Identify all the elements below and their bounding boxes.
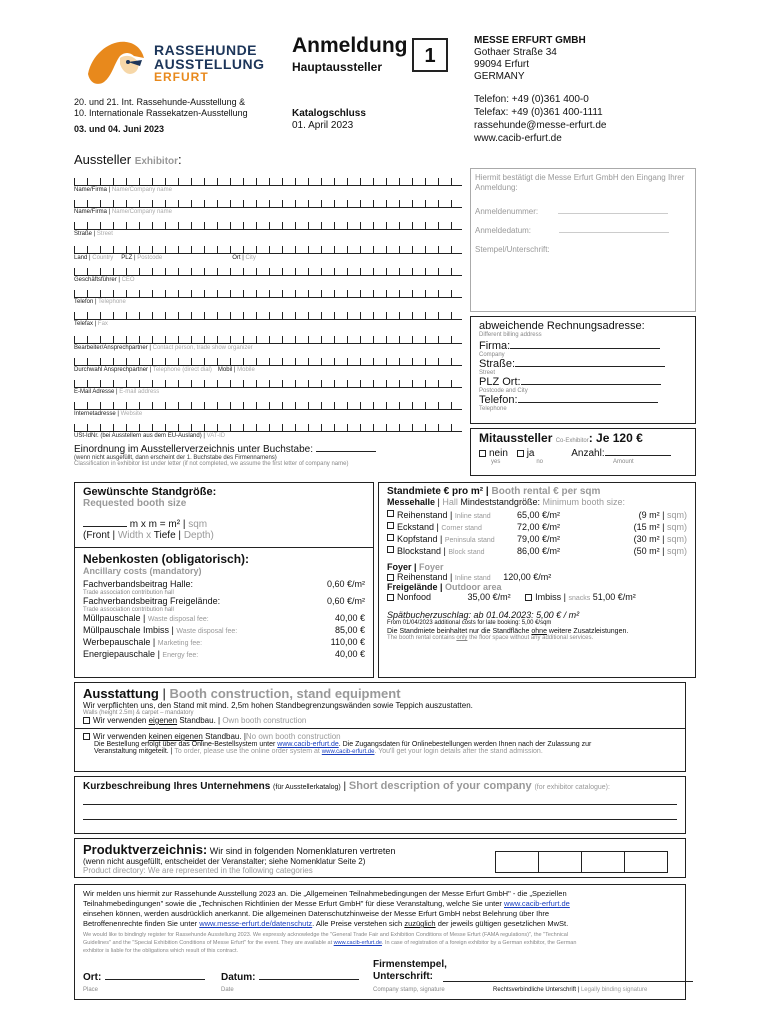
costs-list: Fachverbandsbeitrag Halle: 0,60 €/m² Trade association contribution hall Fachverbandsbeitrag Freigelände: 0,60 €/m² Trade association contribution hall Müllpauschale | Waste disposal fee: 40,00 € Müllpauschale Imbiss | Waste disposal fee: 85,00 € Werbepauschale | Marketing fee: 110,00 € Energiepauschale | Energy fee: 40,00 €	[83, 579, 365, 659]
field-input[interactable]	[74, 200, 462, 208]
field-input[interactable]	[74, 268, 462, 276]
field-input[interactable]	[74, 402, 462, 410]
org-city: 99094 Erfurt	[474, 59, 530, 70]
terms-box: Wir melden uns hiermit zur Rassehunde Ausstellung 2023 an. Die „Allgemeinen Teilnahmebedingungen der Messe Erfurt GmbH" - die „Speziellen Teilnahmebedingungen" sowie die „Technischen Richtlinien der Messe Erfurt GmbH" für diese Veranstaltung, welche Sie unter www.cacib-erfurt.de einsehen können, werden ausdrücklich anerkannt. Die allgemeinen Datenschutzhinweise der Messe Erfurt GmbH nebst Belehrung über Ihre Betroffenenrechte finden Sie unter www.messe-erfurt.de/datenschutz. Alle Preise verstehen sich zuzüglich der jeweils gültigen gesetzlichen MwSt. We would like to bindingly register for Rassehunde Ausstellung 2023. We expressly acknowledge the "General Trade Fair and Exhibition Conditions of Messe Erfurt (FAMA regulations)", the "Technical Guidelines" and the "Special Exhibition Conditions of Messe Erfurt" for the event. They are available at www.cacib-erfurt.de. In case of registration of a foreign exhibitor by a German exhibitor, the German exhibitor is liable for the obligations which result of this contract. Ort: Place Datum: Date Firmenstempel, Unterschrift: Company stamp, signature Rechtsverbindliche Unterschrift | Legally binding signature	[74, 884, 686, 1000]
rent-box: Standmiete € pro m² | Booth rental € per sqm Messehalle | Hall Mindeststandgröße: Minimum booth size: Reihenstand | Inline stand 65,00 €/m² (9 m² | sqm) Eckstand | Corner stand 72,00 €/m² (15 m² | sqm) Kopfstand | Peninsula stand 79,00 €/m² (30 m² | sqm) Blockstand | Block stand 86,00 €/m² (50 m² | sqm) Foyer | Foyer Reihenstand | Inline stand 120,00 €/m² Freigelände | Outdoor area Nonfood 35,00 €/m² Imbiss | snacks 51,00 €/m² Spätbucherzuschlag: ab 01.04.2023: 5,00 € / m² From 01/04/2023 additional costs for late booking: 5,00 €/sqm Die Standmiete beinhaltet nur die Standfläche ohne weitere Zusatzleistungen. The booth rental contains only the floor space without any additional services.	[378, 482, 696, 678]
field-label: USt-IdNr. (bei Ausstellern aus dem EU-Ausland) | VAT-ID	[74, 433, 226, 439]
short-description-box: Kurzbeschreibung Ihres Unternehmens (für Ausstellerkatalog) | Short description of your company (for exhibitor catalogue):	[74, 776, 686, 834]
field-label: Internetadresse | Website	[74, 411, 143, 417]
field-label: Durchwahl Ansprechpartner | Telephone (direct dial) Mobil | Mobile	[74, 367, 255, 373]
hall-item-checkbox[interactable]	[387, 534, 394, 541]
exhibitor-field[interactable]	[74, 424, 462, 439]
org-fax: Telefax: +49 (0)361 400-1111	[474, 107, 603, 118]
org-country: GERMANY	[474, 71, 525, 82]
category-box-4[interactable]	[624, 851, 668, 873]
equipment-box: Ausstattung | Booth construction, stand equipment Wir verpflichten uns, den Stand mit mind. 2,5m hohen Standbegrenzungswänden sowie Teppich auszustatten. Walls (height 2.5m) & carpet – mandatory Wir verwenden eigenen Standbau. | Own booth construction Wir verwenden keinen eigenen Standbau. |No own booth construction Die Bestellung erfolgt über das Online-Bestellsystem unter www.cacib-erfurt.de. Die Zugangsdaten für Onlinebestellungen werden Ihnen nach der Zulassung zur Veranstaltung mitgeteilt. | To order, please use the online order system at www.cacib-erfurt.de. You'll get your login details after the stand admission.	[74, 682, 686, 772]
cost-item: Werbepauschale | Marketing fee: 110,00 €	[83, 637, 365, 647]
cost-item: Müllpauschale Imbiss | Waste disposal fee: 85,00 €	[83, 625, 365, 635]
description-line-2[interactable]	[83, 819, 677, 820]
field-label: E-Mail Adresse | E-mail address	[74, 389, 160, 395]
field-label: Telefax | Fax	[74, 321, 108, 327]
field-label: Land | Country PLZ | Postcode Ort | City	[74, 255, 256, 261]
field-input[interactable]	[74, 312, 462, 320]
hall-item-checkbox[interactable]	[387, 522, 394, 529]
category-box-2[interactable]	[538, 851, 582, 873]
field-label: Straße | Street	[74, 231, 113, 237]
logo	[82, 30, 282, 90]
org-name: MESSE ERFURT GMBH	[474, 35, 586, 46]
form-number: 1	[412, 38, 448, 72]
logo-line-1: RASSEHUNDE	[154, 42, 258, 58]
billing-title: abweichende Rechnungsadresse:	[479, 320, 645, 332]
foyer-checkbox[interactable]	[387, 574, 394, 581]
exhibitor-field[interactable]	[74, 200, 462, 215]
form-title: Anmeldung	[292, 34, 408, 57]
event-dates: 03. und 04. Juni 2023	[74, 124, 165, 134]
org-web[interactable]: www.cacib-erfurt.de	[474, 133, 562, 144]
hall-item-checkbox[interactable]	[387, 510, 394, 517]
event-line-1: 20. und 21. Int. Rassehunde-Ausstellung &	[74, 97, 246, 107]
organizer-address	[474, 35, 586, 83]
catalog-letter: Einordnung im Ausstellerverzeichnis unter Buchstabe: (wenn nicht ausgefüllt, dann erscheint der 1. Buchstabe des Firmennamens) Classification in exhibitor list under letter (if not completed, we assume the first letter of company name)	[74, 444, 462, 467]
own-construction-checkbox[interactable]	[83, 717, 90, 724]
field-label: Geschäftsführer | CEO	[74, 277, 135, 283]
field-input[interactable]	[74, 336, 462, 344]
exhibitor-field[interactable]	[74, 222, 462, 237]
hall-items	[387, 510, 687, 558]
date-input[interactable]	[259, 979, 359, 980]
products-box: Produktverzeichnis: Wir sind in folgenden Nomenklaturen vertreten (wenn nicht ausgefüllt, entscheidet der Veranstalter; siehe Nomenklatur Seite 2) Product directory: We are represented in the following categories	[74, 838, 686, 878]
organizer-contact	[474, 93, 606, 145]
exhibitor-field[interactable]	[74, 268, 462, 283]
billing-box: abweichende Rechnungsadresse: Different billing address Firma: Company Straße: Street PLZ Ort: Postcode and City Telefon: Telephone	[470, 316, 696, 424]
cost-item: Fachverbandsbeitrag Halle: 0,60 €/m²	[83, 579, 365, 589]
exhibitor-field[interactable]	[74, 246, 462, 261]
field-label: Bearbeiter/Ansprechpartner | Contact person, trade show organizer	[74, 345, 253, 351]
cost-item: Müllpauschale | Waste disposal fee: 40,00 €	[83, 613, 365, 623]
terms-link-en[interactable]: www.cacib-erfurt.de	[333, 940, 382, 946]
terms-link[interactable]: www.cacib-erfurt.de	[503, 899, 570, 908]
org-phone: Telefon: +49 (0)361 400-0	[474, 94, 589, 105]
standsize-box: Gewünschte Standgröße: Requested booth size m x m = m² | sqm (Front | Width x Tiefe | Depth) Nebenkosten (obligatorisch): Ancillary costs (mandatory) Fachverbandsbeitrag Halle: 0,60 €/m² Trade association contribution hall Fachverbandsbeitrag Freigelände: 0,60 €/m² Trade association contribution hall Müllpauschale | Waste disposal fee: 40,00 € Müllpauschale Imbiss | Waste disposal fee: 85,00 € Werbepauschale | Marketing fee: 110,00 € Energiepauschale | Energy fee: 40,00 €	[74, 482, 374, 678]
form-subtitle: Hauptaussteller	[292, 60, 383, 74]
description-line-1[interactable]	[83, 801, 677, 805]
event-info	[74, 97, 248, 135]
org-email[interactable]: rassehunde@messe-erfurt.de	[474, 120, 607, 131]
coexhibitor-box: Mitaussteller Co-Exhibitor: Je 120 € nein ja Anzahl: yes no Amount	[470, 428, 696, 476]
katalog-label: Katalogschluss	[292, 108, 366, 119]
logo-line-3: ERFURT	[154, 70, 209, 84]
hall-item[interactable]: Blockstand | Block stand 86,00 €/m² (50 m² | sqm)	[387, 546, 687, 558]
field-input[interactable]	[74, 290, 462, 298]
field-input[interactable]	[74, 222, 462, 230]
dog-logo-icon	[82, 34, 152, 88]
field-input[interactable]	[74, 358, 462, 366]
coexhibitor-no-checkbox[interactable]	[479, 450, 486, 457]
exhibitor-field[interactable]	[74, 178, 462, 193]
field-input[interactable]	[74, 380, 462, 388]
cost-item: Energiepauschale | Energy fee: 40,00 €	[83, 649, 365, 659]
confirm-text: Hiermit bestätigt die Messe Erfurt GmbH den Eingang Ihrer Anmeldung:	[475, 173, 685, 192]
privacy-link[interactable]: www.messe-erfurt.de/datenschutz	[199, 919, 313, 928]
exhibitor-field[interactable]	[74, 358, 462, 373]
coexhibitor-amount-input[interactable]	[605, 455, 671, 456]
order-link-en[interactable]: www.cacib-erfurt.de	[321, 749, 375, 755]
no-own-construction-checkbox[interactable]	[83, 733, 90, 740]
field-label: Name/Firma | Name/Company name	[74, 209, 172, 215]
field-label: Telefon | Telephone	[74, 299, 126, 305]
exhibitor-title: Aussteller Exhibitor:	[74, 152, 182, 167]
field-input[interactable]	[74, 424, 462, 432]
category-box-1[interactable]	[495, 851, 539, 873]
category-box-3[interactable]	[581, 851, 625, 873]
katalog-date: 01. April 2023	[292, 120, 354, 131]
cost-item: Fachverbandsbeitrag Freigelände: 0,60 €/m²	[83, 596, 365, 606]
place-input[interactable]	[105, 979, 205, 980]
logo-line-2: AUSSTELLUNG	[154, 56, 265, 72]
signature-line[interactable]	[443, 981, 693, 982]
hall-item-checkbox[interactable]	[387, 546, 394, 553]
exhibitor-field[interactable]	[74, 336, 462, 351]
hall-item[interactable]: Eckstand | Corner stand 72,00 €/m² (15 m² | sqm)	[387, 522, 687, 534]
field-input[interactable]	[74, 246, 462, 254]
order-link[interactable]: www.cacib-erfurt.de	[277, 741, 339, 748]
katalog-info	[292, 108, 366, 132]
imbiss-checkbox[interactable]	[525, 594, 532, 601]
exhibitor-field[interactable]	[74, 290, 462, 305]
exhibitor-field[interactable]	[74, 402, 462, 417]
exhibitor-field[interactable]	[74, 312, 462, 327]
field-input[interactable]	[74, 178, 462, 186]
event-line-2: 10. Internationale Rassekatzen-Ausstellung	[74, 108, 248, 118]
field-label: Name/Firma | Name/Company name	[74, 187, 172, 193]
coexhibitor-yes-checkbox[interactable]	[517, 450, 524, 457]
exhibitor-field[interactable]	[74, 380, 462, 395]
nonfood-checkbox[interactable]	[387, 594, 394, 601]
hall-item[interactable]: Kopfstand | Peninsula stand 79,00 €/m² (30 m² | sqm)	[387, 534, 687, 546]
confirmation-box: Hiermit bestätigt die Messe Erfurt GmbH den Eingang Ihrer Anmeldung: Anmeldenummer: Anmeldedatum: Stempel/Unterschrift:	[470, 168, 696, 312]
org-street: Gothaer Straße 34	[474, 47, 557, 58]
hall-item[interactable]: Reihenstand | Inline stand 65,00 €/m² (9 m² | sqm)	[387, 510, 687, 522]
